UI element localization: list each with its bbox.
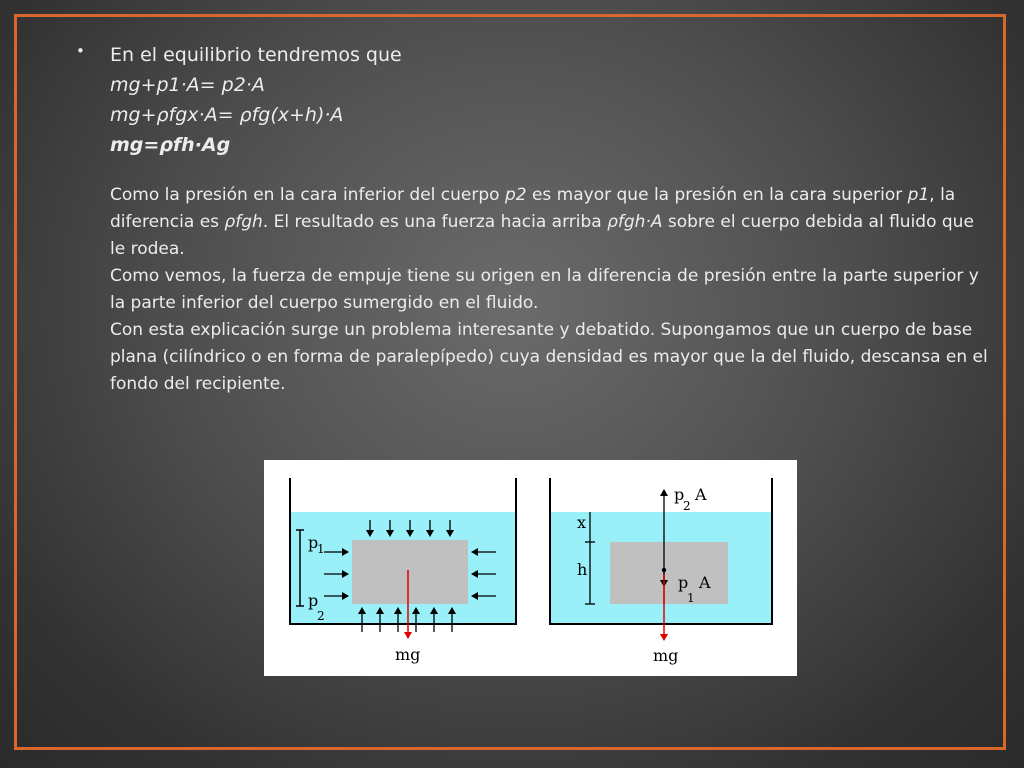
paragraph-2: Como vemos, la fuerza de empuje tiene su origen en la diferencia de presión entre la parte superior y la parte inferior del cuerpo sumergido en el fluido. — [110, 266, 979, 313]
right-p1-sub: 1 — [687, 591, 695, 605]
p1-var-rfghA: ρfgh·A — [607, 212, 663, 232]
right-p1-suffix: A — [699, 573, 711, 592]
left-p2-label: p — [308, 591, 319, 610]
right-x-label: x — [577, 513, 587, 532]
right-mg-label: mg — [653, 646, 679, 665]
paragraph-3: Con esta explicación surge un problema interesante y debatido. Supongamos que un cuerpo de base plana (cilíndrico o en forma de paralepípedo) cuya densidad es mayor que la del fluido, descansa en el fondo del recipiente. — [110, 320, 988, 394]
equation-3: mg=ρfh·Ag — [110, 134, 231, 156]
p1-text-a: Como la presión en la cara inferior del cuerpo — [110, 185, 505, 205]
p1-var-p1: p1 — [907, 185, 930, 205]
left-block — [352, 540, 468, 604]
explanation-block — [110, 182, 990, 398]
left-container — [290, 478, 516, 664]
left-p1-label: p — [308, 533, 319, 552]
left-mg-label: mg — [395, 645, 421, 664]
right-center-point — [662, 568, 666, 572]
p1-var-p2: p2 — [504, 185, 527, 205]
p1-text-e: , la diferencia es — [110, 185, 956, 232]
p1-text-c: es mayor que la presión en la cara superior — [526, 185, 908, 205]
right-p1-label: p — [678, 573, 689, 592]
left-p2-sub: 2 — [317, 609, 325, 623]
slide-content — [76, 40, 988, 398]
right-p2-label: p — [674, 485, 685, 504]
buoyancy-diagram — [264, 460, 797, 676]
heading-text: En el equilibrio tendremos que — [110, 44, 402, 66]
equation-2: mg+ρfgx·A= ρfg(x+h)·A — [110, 104, 344, 126]
left-p1-sub: 1 — [317, 542, 325, 556]
paragraph-1 — [110, 182, 990, 263]
p1-var-rfgh: ρfgh — [224, 212, 263, 232]
bullet-item — [76, 40, 976, 160]
right-container — [550, 478, 772, 665]
diagram-svg — [264, 460, 797, 676]
bullet-symbol: • — [76, 42, 85, 60]
equation-1: mg+p1·A= p2·A — [110, 74, 265, 96]
right-p2-sub: 2 — [683, 499, 691, 513]
right-h-label: h — [577, 560, 588, 579]
right-p2-suffix: A — [695, 485, 707, 504]
p1-text-i: sobre el cuerpo debida al fluido que le rodea. — [110, 212, 974, 259]
p1-text-g: . El resultado es una fuerza hacia arriba — [262, 212, 608, 232]
